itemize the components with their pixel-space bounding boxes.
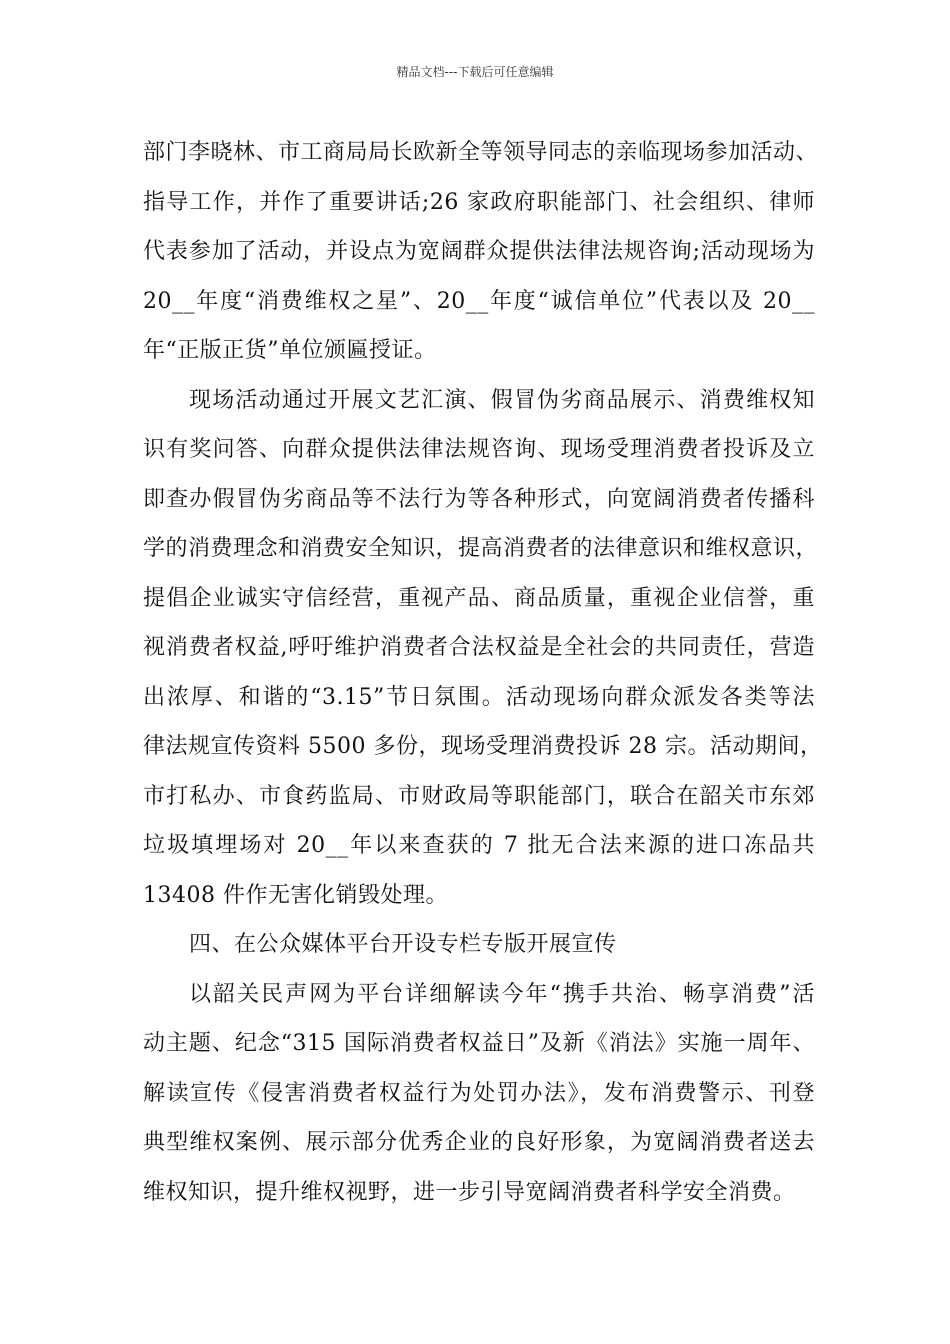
text-line: 即查办假冒伪劣商品等不法行为等各种形式，向宽阔消费者传播科 — [143, 486, 815, 512]
text-line: 律法规宣传资料 5500 多份，现场受理消费投诉 28 宗。活动期间， — [143, 734, 823, 759]
document-header: 精品文档---下载后可任意编辑 — [396, 65, 554, 79]
text-line: 提倡企业诚实守信经营，重视产品、商品质量，重视企业信誉，重 — [143, 585, 815, 611]
text-line: 部门李晓林、市工商局局长欧新全等领导同志的亲临现场参加活动、 — [143, 140, 819, 165]
section-heading: 四、在公众媒体平台开设专栏专版开展宣传 — [189, 932, 617, 957]
text-line: 垃圾填埋场对 20__年以来查获的 7 批无合法来源的进口冻品共 — [143, 833, 815, 858]
text-line: 学的消费理念和消费安全知识，提高消费者的法律意识和维权意识， — [143, 536, 819, 561]
text-line: 典型维权案例、展示部分优秀企业的良好形象，为宽阔消费者送去 — [143, 1130, 815, 1155]
text-line: 市打私办、市食药监局、市财政局等职能部门，联合在韶关市东郊 — [143, 783, 815, 809]
document-body — [143, 128, 823, 1217]
text-line: 动主题、纪念“315 国际消费者权益日”及新《消法》实施一周年、 — [143, 1031, 815, 1056]
text-line: 指导工作，并作了重要讲话;26 家政府职能部门、社会组织、律师 — [143, 189, 815, 215]
text-line: 13408 件作无害化销毁处理。 — [143, 882, 448, 908]
text-line: 出浓厚、和谐的“3.15”节日氛围。活动现场向群众派发各类等法 — [143, 684, 815, 710]
text-line: 解读宣传《侵害消费者权益行为处罚办法》，发布消费警示、刊登 — [143, 1080, 815, 1106]
text-line: 视消费者权益,呼吁维护消费者合法权益是全社会的共同责任，营造 — [143, 635, 815, 660]
paragraph-first-line: 以韶关民声网为平台详细解读今年“携手共治、畅享消费”活 — [189, 981, 815, 1007]
text-line: 代表参加了活动，并设点为宽阔群众提供法律法规咨询;活动现场为 — [143, 239, 815, 264]
text-line: 维权知识，提升维权视野，进一步引导宽阔消费者科学安全消费。 — [143, 1179, 796, 1205]
paragraph-first-line: 现场活动通过开展文艺汇演、假冒伪劣商品展示、消费维权知 — [189, 387, 815, 413]
text-line: 识有奖问答、向群众提供法律法规咨询、现场受理消费者投诉及立 — [143, 437, 815, 462]
text-line: 20__年度“消费维权之星”、20__年度“诚信单位”代表以及 20__ — [143, 288, 815, 314]
text-line: 年“正版正货”单位颁匾授证。 — [143, 338, 437, 363]
